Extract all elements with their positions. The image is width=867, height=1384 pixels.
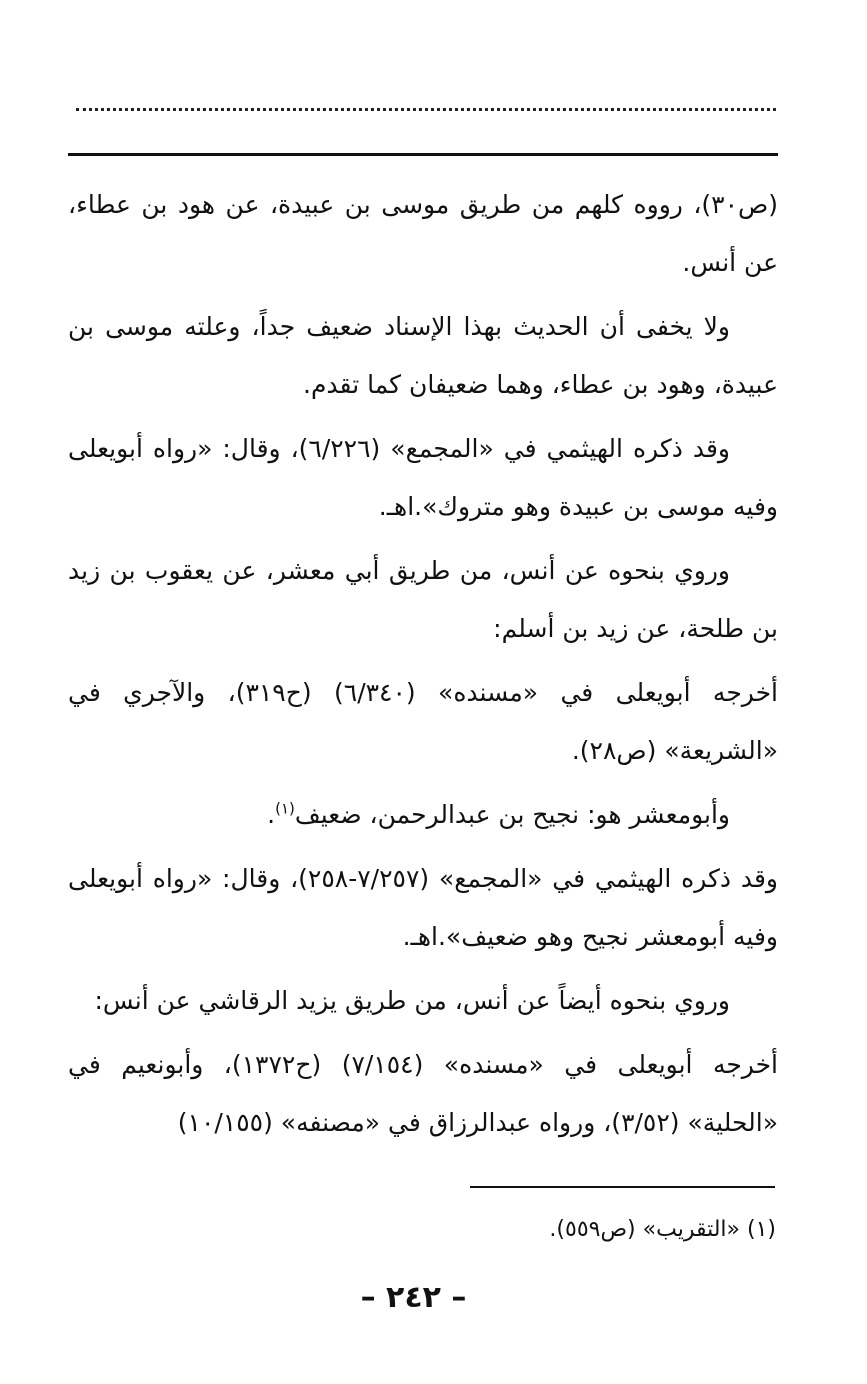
footnote-rule (470, 1186, 775, 1188)
main-text (68, 176, 778, 1158)
paragraph-3: وقد ذكره الهيثمي في «المجمع» (٦/٢٢٦)، وقال: «رواه أبويعلى وفيه موسى بن عبيدة وهو متروك».اهـ. (68, 434, 778, 521)
dotted-separator (76, 108, 776, 119)
paragraph-7: وقد ذكره الهيثمي في «المجمع» (٧/٢٥٧-٢٥٨)، وقال: «رواه أبويعلى وفيه أبومعشر نجيح وهو ضعيف».اهـ. (68, 864, 778, 951)
paragraph-5: أخرجه أبويعلى في «مسنده» (٦/٣٤٠) (ح٣١٩)، والآجري في «الشريعة» (ص٢٨). (68, 678, 778, 765)
paragraph-4: وروي بنحوه عن أنس، من طريق أبي معشر، عن يعقوب بن زيد بن طلحة، عن زيد بن أسلم: (68, 556, 778, 643)
footnote-marker: (١) (275, 799, 295, 818)
paragraph-6 (68, 786, 778, 844)
paragraph-8: وروي بنحوه أيضاً عن أنس، من طريق يزيد الرقاشي عن أنس: (94, 986, 730, 1015)
top-rule (68, 153, 778, 156)
paragraph-6-text: وأبومعشر هو: نجيح بن عبدالرحمن، ضعيف (294, 800, 730, 829)
paragraph-6-end: . (267, 800, 276, 829)
page-number: – ٢٤٢ – (360, 1280, 467, 1315)
paragraph-2: ولا يخفى أن الحديث بهذا الإسناد ضعيف جداً، وعلته موسى بن عبيدة، وهود بن عطاء، وهما ضعيفان كما تقدم. (68, 312, 778, 399)
footnote: (١) «التقريب» (ص٥٥٩). (549, 1217, 776, 1242)
paragraph-1: (ص٣٠)، رووه كلهم من طريق موسى بن عبيدة، عن هود بن عطاء، عن أنس. (68, 190, 778, 277)
paragraph-9: أخرجه أبويعلى في «مسنده» (٧/١٥٤) (ح١٣٧٢)، وأبونعيم في «الحلية» (٣/٥٢)، ورواه عبدالرزاق في «مصنفه» (١٠/١٥٥) (68, 1050, 779, 1137)
